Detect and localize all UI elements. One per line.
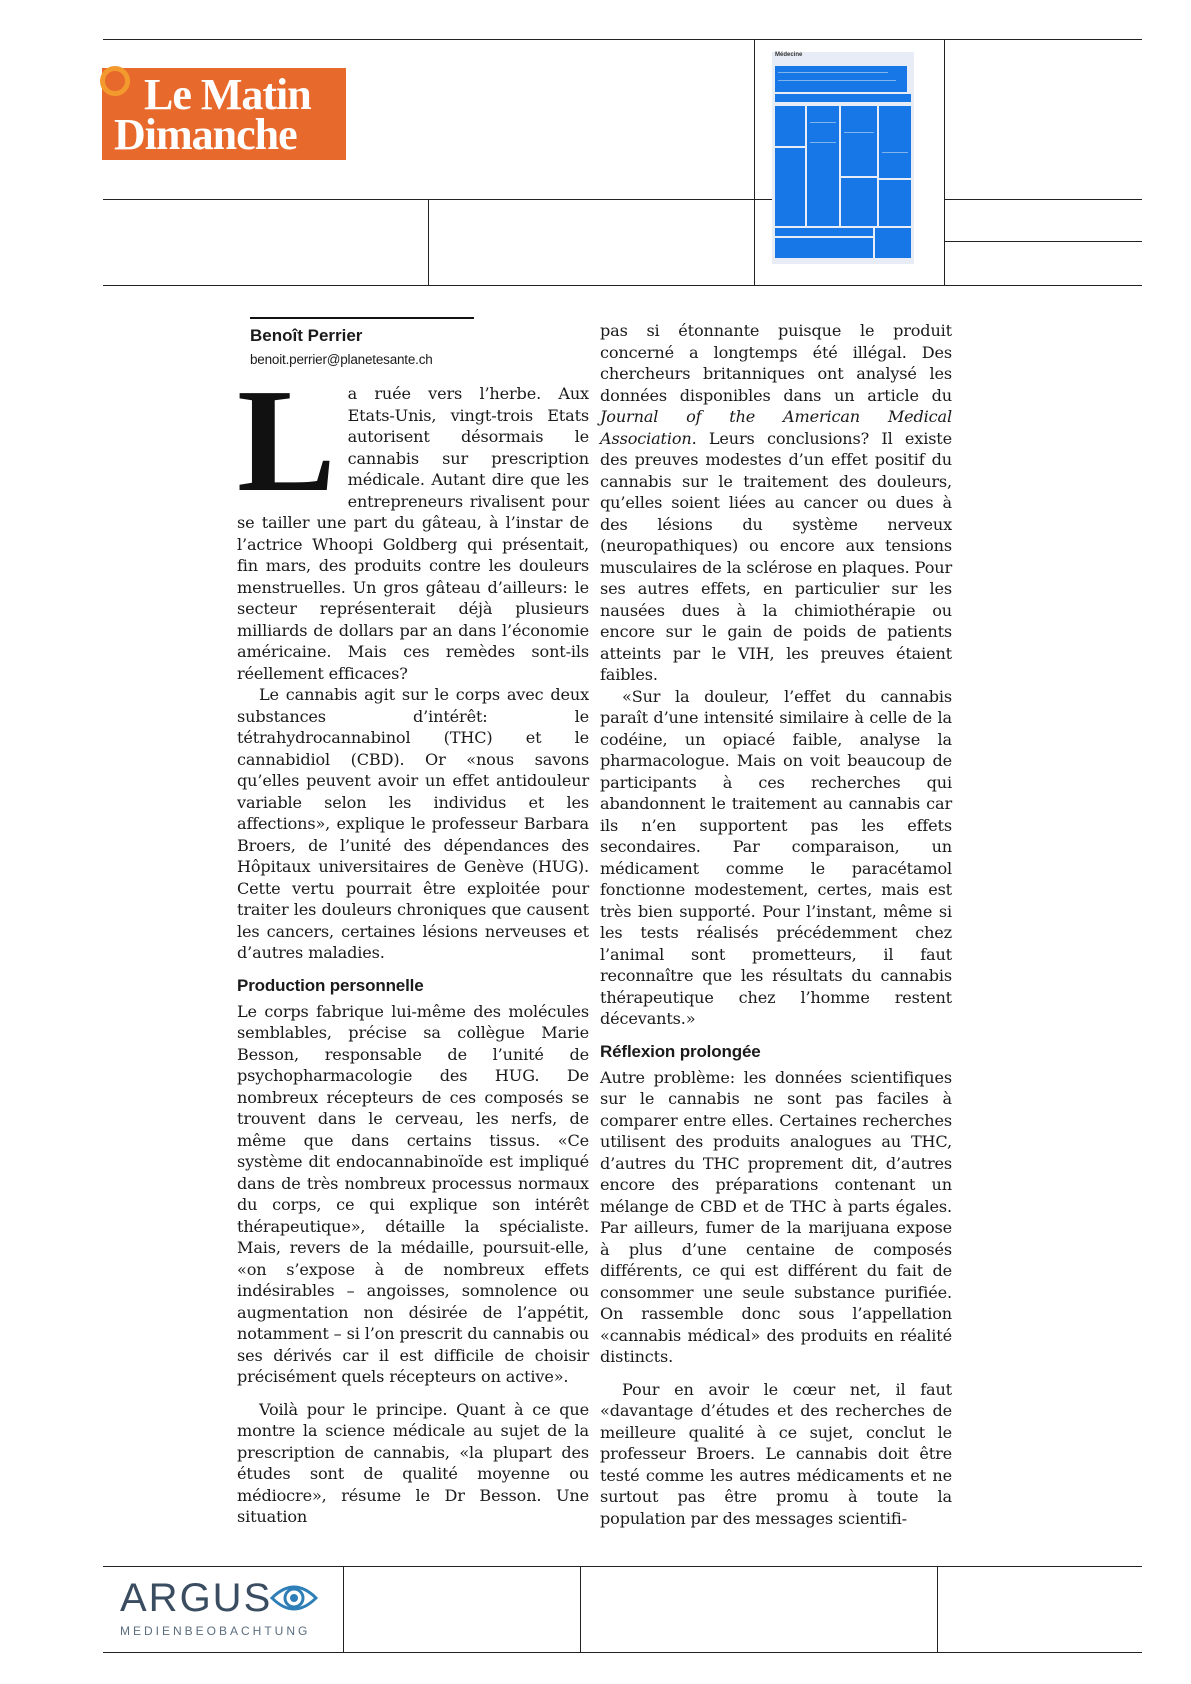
header-mid-rule	[103, 199, 772, 200]
drop-cap: L	[237, 359, 336, 523]
footer-bottom-rule	[103, 1652, 1142, 1653]
header-divider-2	[754, 39, 755, 285]
logo-line-2: Dimanche	[114, 110, 297, 159]
paragraph: Pour en avoir le cœur net, il faut «davantage d’études et des recherches de meilleure qualité à ce sujet, conclut le professeur Broers. Le cannabis doit être testé comme les autres médicaments et ne surtout pas être promu à toute la population par des messages scientifi-	[600, 1379, 952, 1528]
author-name: Benoît Perrier	[250, 326, 363, 345]
argus-wordmark: ARGUS	[120, 1576, 273, 1620]
lead-text: a ruée vers l’herbe. Aux Etats-Unis, vingt-trois Etats autorisent désormais le cannabis sur prescription médicale. Autant dire que les entrepreneurs rivalisent pour se tailler une part du gâteau, à l’instar de l’actrice Whoopi Goldberg qui présentait, fin mars, des produits contre les douleurs menstruelles. Un gros gâteau d’ailleurs: le secteur représenterait déjà plusieurs milliards de dollars par an dans l’économie américaine. Mais ces remèdes sont-ils réellement efficaces?	[237, 384, 589, 683]
paragraph: Voilà pour le principe. Quant à ce que montre la science médicale au sujet de la prescription de cannabis, «la plupart des études sont de qualité moyenne ou médiocre», résume le Dr Besson. Une situation	[237, 1399, 589, 1526]
footer-divider-1	[343, 1566, 344, 1652]
paragraph: «Sur la douleur, l’effet du cannabis paraît d’une intensité similaire à celle de la codéine, un opiacé faible, analyse la pharmacologue. Mais on voit beaucoup de participants à ces recherches qui abandonnent le traitement au cannabis car ils n’en supportent pas les effets secondaires. Par comparaison, un médicament comme le paracétamol fonctionne modestement, certes, mais est très bien supporté. Pour l’instant, même si les tests réalisés précédemment chez l’animal sont prometteurs, il faut reconnaître que les résultats du cannabis thérapeutique chez l’homme restent décevants.»	[600, 686, 952, 1028]
paragraph-text: . Leurs conclusions? Il existe des preuves modestes d’un effet positif du cannabis sur le traitement des douleurs, qu’elles soient liées au cancer ou dues à des lésions du système nerveux (neuropathiques) ou encore aux tensions musculaires de la sclérose en plaques. Pour ses autres effets, en particulier sur les nausées dues à la chimiothérapie ou encore sur le gain de poids de patients atteints par le VIH, les preuves étaient faibles.	[600, 428, 952, 684]
subheading: Réflexion prolongée	[600, 1041, 761, 1061]
header-divider-3	[944, 39, 945, 285]
header-right-rule	[944, 241, 1142, 242]
header-top-rule	[103, 39, 1142, 40]
logo-line-1: Le Matin	[144, 70, 311, 119]
thumbnail-section-label: Médecine	[775, 52, 803, 58]
header-bottom-rule	[103, 285, 1142, 286]
logo-circle-icon	[100, 66, 130, 96]
author-email[interactable]: benoit.perrier@planetesante.ch	[250, 352, 433, 367]
paragraph	[600, 320, 952, 686]
footer-divider-2	[580, 1566, 581, 1652]
paragraph: Autre problème: les données scientifiques sur le cannabis ne sont pas faciles à comparer entre elles. Certaines recherches utilisent des produits analogues au THC, d’autres du THC proprement dit, d’autres encore des préparations contenant un mélange de CBD et de THC à parts égales. Par ailleurs, fumer de la marijuana expose à plus d’une centaine de composés différents, ce qui est différent du fait de consommer une seule substance purifiée. On rassemble donc sous l’appellation «cannabis médical» des produits en réalité distincts.	[600, 1067, 952, 1366]
paragraph: Le cannabis agit sur le corps avec deux substances d’intérêt: le tétrahydrocannabinol (THC) et le cannabidiol (CBD). Or «nous savons qu’elles peuvent avoir un effet antidouleur variable selon les individus et les affections», explique le professeur Barbara Broers, de l’unité des dépendances des Hôpitaux universitaires de Genève (HUG). Cette vertu pourrait être exploitée pour traiter les douleurs chroniques que causent les cancers, certaines lésions nerveuses et d’autres maladies.	[237, 685, 589, 962]
journal-title: Journal of the American Medical Association	[600, 407, 952, 448]
page-thumbnail	[772, 52, 914, 264]
argus-logo	[120, 1578, 310, 1638]
article-column-2	[600, 320, 952, 1529]
subheading: Production personnelle	[237, 975, 424, 995]
footer-divider-3	[937, 1566, 938, 1652]
footer-top-rule	[103, 1566, 1142, 1567]
header-mid-rule-right	[944, 199, 1142, 200]
masthead-logo	[102, 68, 346, 160]
eye-icon	[270, 1580, 318, 1616]
header-divider-1	[428, 199, 429, 285]
paragraph-text: pas si étonnante puisque le produit concerné a longtemps été illégal. Des chercheurs britanniques ont analysé les données disponibles dans un article du	[600, 321, 952, 405]
paragraph: Le corps fabrique lui-même des molécules semblables, précise sa collègue Marie Besson, responsable de l’unité de psychopharmacologie des HUG. De nombreux récepteurs de ces composés se trouvent dans le cerveau, les nerfs, de même que dans certains tissus. «Ce système dit endocannabinoïde est impliqué dans de très nombreux processus normaux du corps, ce qui explique son intérêt thérapeutique», détaille la spécialiste. Mais, revers de la médaille, poursuit-elle, «on s’expose à de nombreux effets indésirables – angoisses, somnolence ou augmentation non désirée de l’appétit, notamment – si l’on prescrit du cannabis ou ses dérivés car il est difficile de choisir précisément quels récepteurs on active».	[237, 1001, 589, 1386]
argus-subtitle: MEDIENBEOBACHTUNG	[120, 1624, 311, 1638]
